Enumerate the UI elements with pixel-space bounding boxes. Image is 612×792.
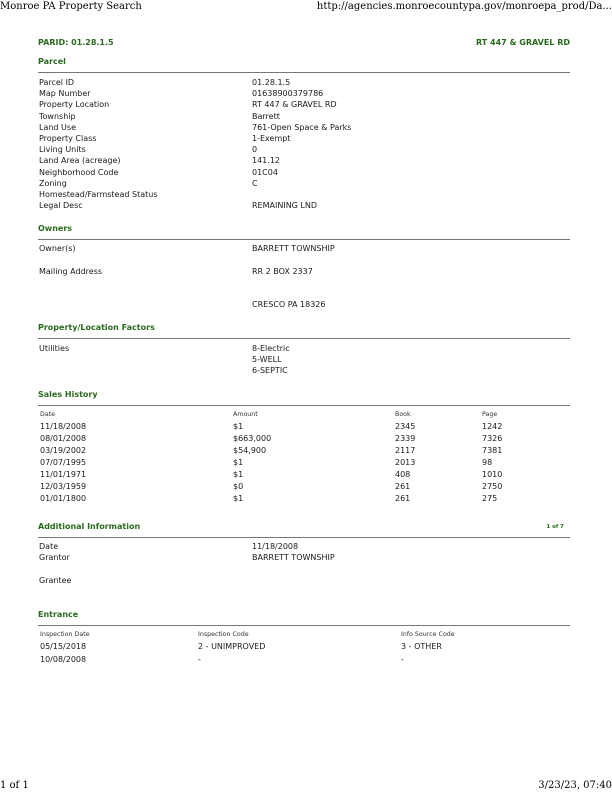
parcel-row-value: C [252,178,258,188]
parcel-row-label: Parcel ID [39,78,75,87]
entrance-column-header-date: Inspection Date [40,631,90,638]
parcel-row [0,78,612,89]
parcel-row [0,89,612,100]
sales-column-header-date: Date [40,411,56,418]
parcel-row-value: 0 [252,145,258,155]
entrance-cell-code: - [198,655,201,664]
parcel-row-value: REMAINING LND [252,201,318,210]
sales-row [0,482,612,493]
utility-value: 5-WELL [252,355,282,364]
parcel-row-label: Land Area (acreage) [39,156,121,166]
parcel-row-value: 01C04 [252,167,278,177]
sales-cell-page: 2750 [482,482,503,491]
print-footer-datetime: 3/23/23, 07:40 [538,780,612,791]
sales-cell-page: 275 [482,494,498,503]
mailing-address-label: Mailing Address [39,267,103,276]
parcel-row-label: Living Units [39,145,86,155]
section-title-owners: Owners [38,224,73,233]
entrance-cell-source: 3 - OTHER [401,642,442,651]
sales-cell-amount: $54,900 [233,446,267,455]
print-footer-page-count: 1 of 1 [0,780,29,791]
parcel-row-label: Homestead/Farmstead Status [39,190,158,199]
print-header-url[interactable]: http://agencies.monroecountypa.gov/monroepa_prod/Da... [316,1,612,12]
utility-value: 6-SEPTIC [252,366,288,375]
sales-cell-date: 12/03/1959 [40,482,87,491]
sales-row [0,434,612,445]
sales-cell-amount: $1 [233,470,244,479]
parcel-row-value: 01638900379786 [252,89,324,99]
parcel-row-label: Property Class [39,134,97,143]
parcel-row-label: Township [39,111,76,121]
section-title-additional: Additional Information [38,522,141,531]
sales-cell-page: 1010 [482,470,503,479]
parcel-row-value: 761-Open Space & Parks [252,122,352,132]
parcel-row-label: Map Number [39,89,91,99]
sales-cell-amount: $663,000 [233,434,272,443]
section-divider-sales [38,405,570,406]
parcel-row [0,134,612,145]
sales-cell-amount: $0 [233,482,244,491]
parcel-row-label: Land Use [39,122,76,132]
sales-cell-book: 408 [395,470,411,479]
parcel-row-value: RT 447 & GRAVEL RD [252,100,337,110]
section-divider-parcel [38,72,570,73]
section-title-entrance: Entrance [38,610,79,619]
parcel-row-label: Legal Desc [39,201,83,210]
sales-cell-book: 261 [395,494,411,503]
entrance-cell-date: 05/15/2018 [40,642,87,651]
additional-date-value: 11/18/2008 [252,542,299,551]
parcel-row-value: 01.28.1.5 [252,78,291,87]
additional-grantee-label: Grantee [39,576,72,585]
parcel-row-value: 141.12 [252,156,280,166]
entrance-column-header-source: Info Source Code [401,631,455,638]
parcel-row-label: Property Location [39,100,110,110]
entrance-cell-date: 10/08/2008 [40,655,87,664]
utility-value: 8-Electric [252,344,290,353]
sales-cell-book: 261 [395,482,411,491]
sales-cell-page: 7381 [482,446,503,455]
parcel-row-label: Neighborhood Code [39,167,119,177]
additional-grantor-value: BARRETT TOWNSHIP [252,553,335,562]
sales-cell-page: 7326 [482,434,503,443]
parcel-row-value: Barrett [252,111,280,121]
sales-column-header-amount: Amount [233,411,258,418]
parcel-row [0,190,612,201]
entrance-cell-source: - [401,655,404,664]
sales-cell-amount: $1 [233,494,244,503]
sales-cell-date: 01/01/1800 [40,494,87,503]
sales-row [0,458,612,469]
parcel-row [0,201,612,212]
mailing-address-line1: RR 2 BOX 2337 [252,267,313,276]
owner-label: Owner(s) [39,244,76,253]
location-heading: RT 447 & GRAVEL RD [475,38,570,47]
section-title-sales: Sales History [38,390,98,399]
sales-column-header-book: Book [395,411,411,418]
sales-cell-book: 2339 [395,434,416,443]
section-divider-factors [38,338,570,339]
parcel-row [0,168,612,179]
sales-row [0,470,612,481]
parcel-row-value: 1-Exempt [252,134,291,143]
sales-row [0,422,612,433]
mailing-address-line2: CRESCO PA 18326 [252,300,326,309]
entrance-cell-code: 2 - UNIMPROVED [198,642,266,651]
utilities-label: Utilities [39,344,70,353]
parid-heading: PARID: 01.28.1.5 [38,38,114,47]
entrance-column-header-code: Inspection Code [198,631,249,638]
sales-column-header-page: Page [482,411,498,418]
parcel-row [0,100,612,111]
sales-cell-date: 11/18/2008 [40,422,87,431]
sales-cell-date: 08/01/2008 [40,434,87,443]
print-header-title: Monroe PA Property Search [0,1,142,12]
parcel-row [0,123,612,134]
sales-cell-date: 07/07/1995 [40,458,87,467]
sales-cell-book: 2345 [395,422,416,431]
sales-cell-amount: $1 [233,422,244,431]
section-divider-owners [38,239,570,240]
sales-cell-page: 1242 [482,422,503,431]
section-title-factors: Property/Location Factors [38,323,155,332]
additional-date-label: Date [39,542,59,551]
sales-cell-page: 98 [482,458,493,467]
parcel-row [0,112,612,123]
section-divider-additional [38,537,570,538]
parcel-row-label: Zoning [39,178,67,188]
sales-row [0,446,612,457]
section-divider-entrance [38,625,570,626]
sales-cell-date: 03/19/2002 [40,446,87,455]
section-title-parcel: Parcel [38,57,66,66]
sales-row [0,494,612,505]
sales-cell-book: 2117 [395,446,416,455]
sales-cell-book: 2013 [395,458,416,467]
additional-grantor-label: Grantor [39,553,70,562]
parcel-row [0,145,612,156]
parcel-row [0,156,612,167]
additional-pager[interactable]: 1 of 7 [546,524,564,530]
owner-value: BARRETT TOWNSHIP [252,244,335,253]
parcel-row [0,179,612,190]
sales-cell-amount: $1 [233,458,244,467]
sales-cell-date: 11/01/1971 [40,470,87,479]
